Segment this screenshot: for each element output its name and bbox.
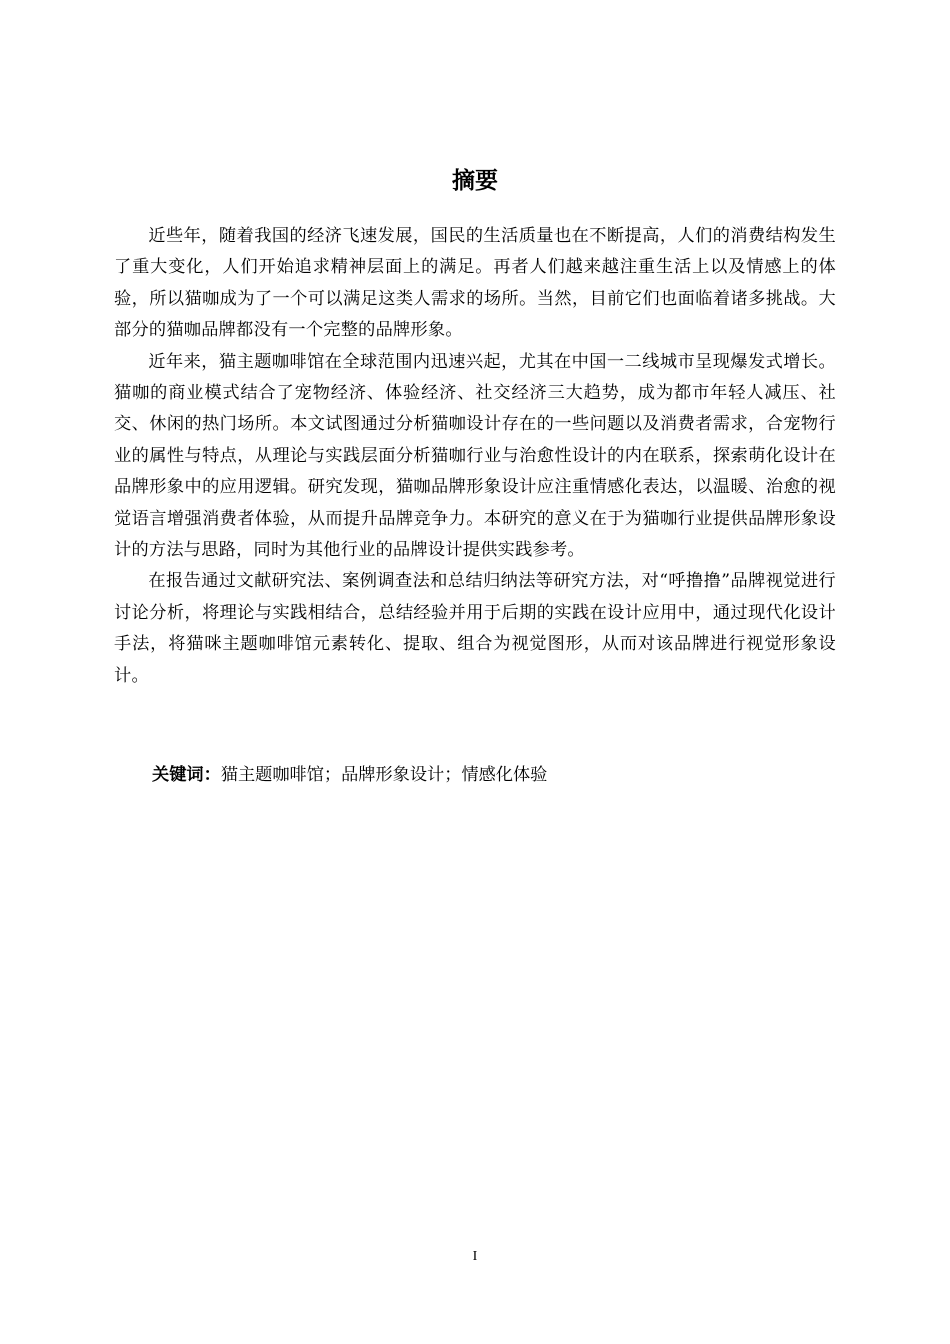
keywords-label: 关键词： bbox=[152, 765, 221, 785]
keywords-text: 猫主题咖啡馆；品牌形象设计；情感化体验 bbox=[220, 765, 548, 785]
abstract-body bbox=[114, 221, 836, 692]
abstract-title: 摘要 bbox=[452, 168, 498, 194]
page-number: I bbox=[472, 1249, 478, 1264]
abstract-paragraph-2: 近年来，猫主题咖啡馆在全球范围内迅速兴起，尤其在中国一二线城市呈现爆发式增长。猫咖的商业模式结合了宠物经济、体验经济、社交经济三大趋势，成为都市年轻人减压、社交、休闲的热门场所。本文试图通过分析猫咖设计存在的一些问题以及消费者需求，合宠物行业的属性与特点，从理论与实践层面分析猫咖行业与治愈性设计的内在联系，探索萌化设计在品牌形象中的应用逻辑。研究发现，猫咖品牌形象设计应注重情感化表达，以温暖、治愈的视觉语言增强消费者体验，从而提升品牌竞争力。本研究的意义在于为猫咖行业提供品牌形象设计的方法与思路，同时为其他行业的品牌设计提供实践参考。 bbox=[114, 351, 836, 561]
abstract-paragraph-1: 近些年，随着我国的经济飞速发展，国民的生活质量也在不断提高，人们的消费结构发生了重大变化，人们开始追求精神层面上的满足。再者人们越来越注重生活上以及情感上的体验，所以猫咖成为了一个可以满足这类人需求的场所。当然，目前它们也面临着诸多挑战。大部分的猫咖品牌都没有一个完整的品牌形象。 bbox=[114, 226, 836, 341]
abstract-paragraph-3: 在报告通过文献研究法、案例调查法和总结归纳法等研究方法，对“呼撸撸”品牌视觉进行讨论分析，将理论与实践相结合，总结经验并用于后期的实践在设计应用中，通过现代化设计手法，将猫咪主题咖啡馆元素转化、提取、组合为视觉图形，从而对该品牌进行视觉形象设计。 bbox=[114, 571, 836, 686]
keywords-line bbox=[152, 760, 836, 791]
